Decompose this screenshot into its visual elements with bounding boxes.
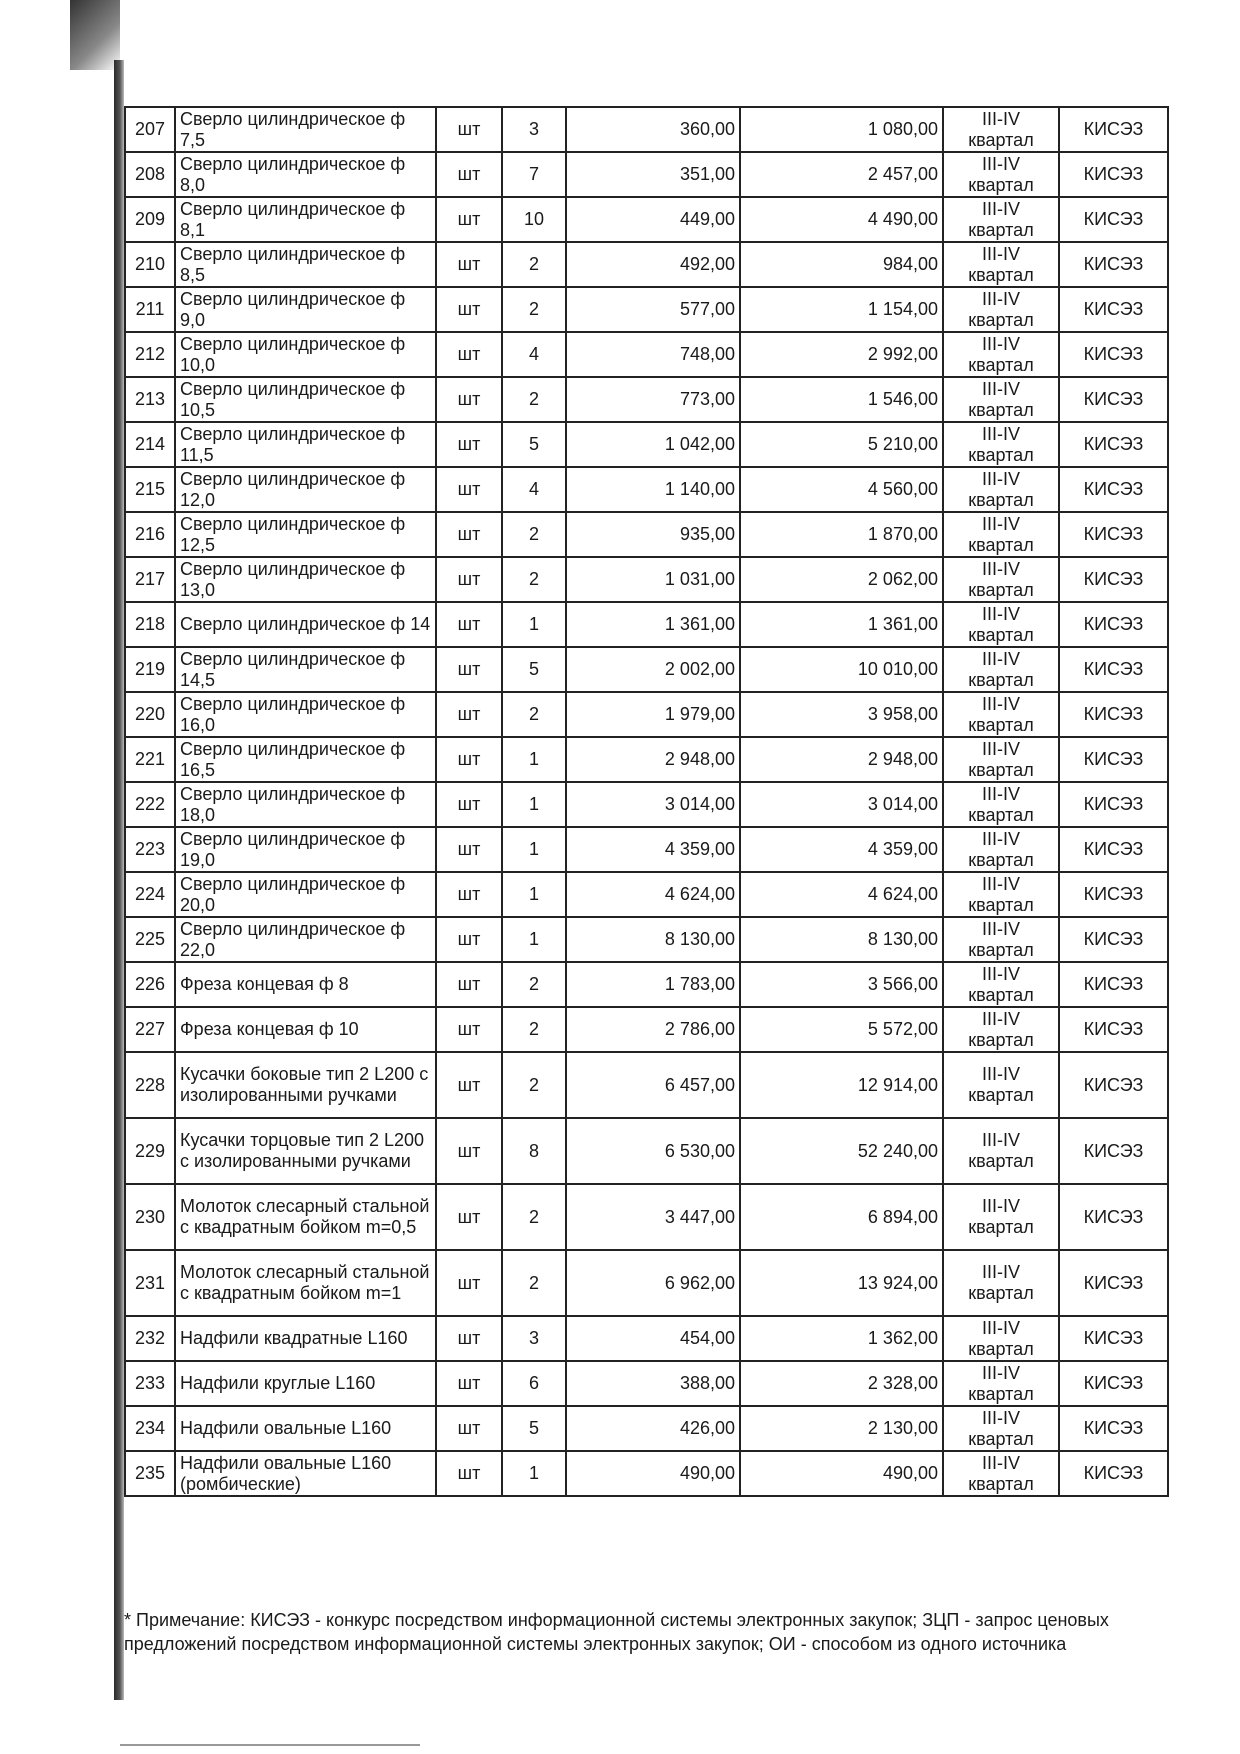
table-row: [125, 467, 1168, 512]
cell-quantity: 1: [502, 602, 566, 647]
cell-delivery-period: III-IV квартал: [943, 197, 1059, 242]
cell-item-name: Надфили овальные L160: [175, 1406, 436, 1451]
footnote: * Примечание: КИСЭЗ - конкурс посредством информационной системы электронных закупок; ЗЦП - запрос ценовых предложений посредством информационной системы электронных закупок; ОИ - способом из одного источника: [124, 1610, 1109, 1654]
cell-total-amount: 3 958,00: [740, 692, 943, 737]
cell-row-number: 211: [125, 287, 175, 332]
cell-delivery-period: III-IV квартал: [943, 377, 1059, 422]
cell-row-number: 207: [125, 107, 175, 152]
table-row: [125, 917, 1168, 962]
cell-row-number: 214: [125, 422, 175, 467]
cell-unit: шт: [436, 107, 502, 152]
cell-unit: шт: [436, 962, 502, 1007]
cell-item-name: Надфили квадратные L160: [175, 1316, 436, 1361]
cell-delivery-period: III-IV квартал: [943, 1361, 1059, 1406]
cell-row-number: 219: [125, 647, 175, 692]
cell-total-amount: 490,00: [740, 1451, 943, 1496]
cell-total-amount: 8 130,00: [740, 917, 943, 962]
cell-quantity: 2: [502, 377, 566, 422]
cell-procurement-method: КИСЭЗ: [1059, 962, 1168, 1007]
cell-total-amount: 12 914,00: [740, 1052, 943, 1118]
cell-row-number: 208: [125, 152, 175, 197]
table-row: [125, 602, 1168, 647]
cell-unit-price: 6 457,00: [566, 1052, 740, 1118]
cell-row-number: 235: [125, 1451, 175, 1496]
cell-unit: шт: [436, 602, 502, 647]
cell-delivery-period: III-IV квартал: [943, 917, 1059, 962]
cell-procurement-method: КИСЭЗ: [1059, 1118, 1168, 1184]
cell-item-name: Сверло цилиндрическое ф 19,0: [175, 827, 436, 872]
cell-unit-price: 1 042,00: [566, 422, 740, 467]
cell-total-amount: 2 457,00: [740, 152, 943, 197]
table-row: [125, 332, 1168, 377]
table-row: [125, 197, 1168, 242]
cell-item-name: Молоток слесарный стальной с квадратным бойком m=0,5: [175, 1184, 436, 1250]
cell-unit-price: 2 786,00: [566, 1007, 740, 1052]
cell-quantity: 2: [502, 557, 566, 602]
table-row: [125, 1007, 1168, 1052]
cell-procurement-method: КИСЭЗ: [1059, 737, 1168, 782]
cell-procurement-method: КИСЭЗ: [1059, 197, 1168, 242]
cell-delivery-period: III-IV квартал: [943, 332, 1059, 377]
cell-procurement-method: КИСЭЗ: [1059, 602, 1168, 647]
cell-item-name: Сверло цилиндрическое ф 18,0: [175, 782, 436, 827]
cell-total-amount: 4 560,00: [740, 467, 943, 512]
cell-item-name: Сверло цилиндрическое ф 13,0: [175, 557, 436, 602]
cell-item-name: Сверло цилиндрическое ф 10,0: [175, 332, 436, 377]
cell-total-amount: 1 080,00: [740, 107, 943, 152]
cell-quantity: 7: [502, 152, 566, 197]
cell-procurement-method: КИСЭЗ: [1059, 422, 1168, 467]
cell-total-amount: 1 870,00: [740, 512, 943, 557]
cell-row-number: 225: [125, 917, 175, 962]
cell-row-number: 212: [125, 332, 175, 377]
cell-quantity: 2: [502, 962, 566, 1007]
cell-row-number: 227: [125, 1007, 175, 1052]
cell-item-name: Фреза концевая ф 8: [175, 962, 436, 1007]
cell-unit: шт: [436, 197, 502, 242]
cell-procurement-method: КИСЭЗ: [1059, 1316, 1168, 1361]
cell-procurement-method: КИСЭЗ: [1059, 872, 1168, 917]
cell-delivery-period: III-IV квартал: [943, 422, 1059, 467]
cell-unit: шт: [436, 1361, 502, 1406]
cell-row-number: 218: [125, 602, 175, 647]
cell-quantity: 3: [502, 107, 566, 152]
cell-unit-price: 748,00: [566, 332, 740, 377]
table-row: [125, 647, 1168, 692]
cell-procurement-method: КИСЭЗ: [1059, 512, 1168, 557]
cell-unit: шт: [436, 152, 502, 197]
table-row: [125, 557, 1168, 602]
cell-unit-price: 1 140,00: [566, 467, 740, 512]
cell-unit: шт: [436, 647, 502, 692]
cell-quantity: 2: [502, 1007, 566, 1052]
cell-quantity: 1: [502, 1451, 566, 1496]
cell-row-number: 216: [125, 512, 175, 557]
cell-total-amount: 3 014,00: [740, 782, 943, 827]
cell-delivery-period: III-IV квартал: [943, 1184, 1059, 1250]
cell-delivery-period: III-IV квартал: [943, 1052, 1059, 1118]
table-row: [125, 1406, 1168, 1451]
cell-quantity: 2: [502, 1052, 566, 1118]
cell-row-number: 228: [125, 1052, 175, 1118]
cell-delivery-period: III-IV квартал: [943, 1451, 1059, 1496]
cell-procurement-method: КИСЭЗ: [1059, 1250, 1168, 1316]
cell-quantity: 5: [502, 1406, 566, 1451]
cell-unit-price: 2 002,00: [566, 647, 740, 692]
cell-row-number: 220: [125, 692, 175, 737]
cell-procurement-method: КИСЭЗ: [1059, 107, 1168, 152]
scan-shadow-top: [70, 0, 120, 70]
cell-procurement-method: КИСЭЗ: [1059, 1007, 1168, 1052]
cell-row-number: 213: [125, 377, 175, 422]
cell-total-amount: 1 154,00: [740, 287, 943, 332]
cell-unit-price: 449,00: [566, 197, 740, 242]
cell-unit: шт: [436, 377, 502, 422]
cell-unit-price: 1 783,00: [566, 962, 740, 1007]
cell-procurement-method: КИСЭЗ: [1059, 242, 1168, 287]
table-row: [125, 377, 1168, 422]
cell-row-number: 232: [125, 1316, 175, 1361]
cell-delivery-period: III-IV квартал: [943, 1250, 1059, 1316]
cell-delivery-period: III-IV квартал: [943, 152, 1059, 197]
cell-procurement-method: КИСЭЗ: [1059, 467, 1168, 512]
cell-item-name: Сверло цилиндрическое ф 8,5: [175, 242, 436, 287]
cell-item-name: Сверло цилиндрическое ф 12,5: [175, 512, 436, 557]
cell-row-number: 221: [125, 737, 175, 782]
cell-delivery-period: III-IV квартал: [943, 1406, 1059, 1451]
cell-procurement-method: КИСЭЗ: [1059, 917, 1168, 962]
cell-total-amount: 984,00: [740, 242, 943, 287]
cell-delivery-period: III-IV квартал: [943, 467, 1059, 512]
cell-procurement-method: КИСЭЗ: [1059, 377, 1168, 422]
cell-unit-price: 577,00: [566, 287, 740, 332]
cell-unit: шт: [436, 1007, 502, 1052]
table-row: [125, 287, 1168, 332]
cell-delivery-period: III-IV квартал: [943, 692, 1059, 737]
cell-unit: шт: [436, 917, 502, 962]
cell-quantity: 1: [502, 917, 566, 962]
cell-unit-price: 2 948,00: [566, 737, 740, 782]
cell-delivery-period: III-IV квартал: [943, 1007, 1059, 1052]
cell-item-name: Сверло цилиндрическое ф 8,1: [175, 197, 436, 242]
table-row: [125, 107, 1168, 152]
cell-total-amount: 4 490,00: [740, 197, 943, 242]
cell-quantity: 2: [502, 287, 566, 332]
cell-item-name: Сверло цилиндрическое ф 8,0: [175, 152, 436, 197]
cell-item-name: Фреза концевая ф 10: [175, 1007, 436, 1052]
cell-item-name: Сверло цилиндрическое ф 22,0: [175, 917, 436, 962]
cell-unit: шт: [436, 827, 502, 872]
cell-unit: шт: [436, 872, 502, 917]
cell-item-name: Молоток слесарный стальной с квадратным бойком m=1: [175, 1250, 436, 1316]
cell-quantity: 1: [502, 872, 566, 917]
cell-unit-price: 360,00: [566, 107, 740, 152]
cell-unit-price: 490,00: [566, 1451, 740, 1496]
cell-total-amount: 2 130,00: [740, 1406, 943, 1451]
cell-unit-price: 3 014,00: [566, 782, 740, 827]
table-row: [125, 1052, 1168, 1118]
cell-quantity: 1: [502, 782, 566, 827]
table-row: [125, 242, 1168, 287]
cell-delivery-period: III-IV квартал: [943, 782, 1059, 827]
cell-quantity: 1: [502, 827, 566, 872]
table-row: [125, 1451, 1168, 1496]
cell-quantity: 1: [502, 737, 566, 782]
cell-unit: шт: [436, 422, 502, 467]
cell-quantity: 2: [502, 512, 566, 557]
cell-total-amount: 6 894,00: [740, 1184, 943, 1250]
cell-procurement-method: КИСЭЗ: [1059, 152, 1168, 197]
table-row: [125, 152, 1168, 197]
cell-row-number: 217: [125, 557, 175, 602]
cell-row-number: 231: [125, 1250, 175, 1316]
cell-unit-price: 1 031,00: [566, 557, 740, 602]
cell-delivery-period: III-IV квартал: [943, 647, 1059, 692]
cell-item-name: Сверло цилиндрическое ф 11,5: [175, 422, 436, 467]
cell-total-amount: 52 240,00: [740, 1118, 943, 1184]
cell-procurement-method: КИСЭЗ: [1059, 827, 1168, 872]
cell-item-name: Сверло цилиндрическое ф 14: [175, 602, 436, 647]
cell-total-amount: 3 566,00: [740, 962, 943, 1007]
cell-quantity: 4: [502, 332, 566, 377]
cell-item-name: Сверло цилиндрическое ф 7,5: [175, 107, 436, 152]
cell-unit-price: 773,00: [566, 377, 740, 422]
cell-delivery-period: III-IV квартал: [943, 107, 1059, 152]
table-row: [125, 827, 1168, 872]
cell-total-amount: 1 361,00: [740, 602, 943, 647]
cell-unit: шт: [436, 1451, 502, 1496]
cell-row-number: 209: [125, 197, 175, 242]
table-row: [125, 872, 1168, 917]
cell-item-name: Сверло цилиндрическое ф 16,0: [175, 692, 436, 737]
cell-row-number: 234: [125, 1406, 175, 1451]
cell-procurement-method: КИСЭЗ: [1059, 557, 1168, 602]
cell-delivery-period: III-IV квартал: [943, 1118, 1059, 1184]
procurement-table: [124, 106, 1169, 1497]
cell-delivery-period: III-IV квартал: [943, 287, 1059, 332]
cell-unit: шт: [436, 1118, 502, 1184]
cell-unit: шт: [436, 1406, 502, 1451]
cell-quantity: 2: [502, 1250, 566, 1316]
cell-quantity: 4: [502, 467, 566, 512]
cell-row-number: 226: [125, 962, 175, 1007]
table-row: [125, 1250, 1168, 1316]
cell-procurement-method: КИСЭЗ: [1059, 332, 1168, 377]
cell-unit: шт: [436, 1052, 502, 1118]
cell-unit-price: 1 979,00: [566, 692, 740, 737]
cell-unit: шт: [436, 782, 502, 827]
cell-item-name: Сверло цилиндрическое ф 12,0: [175, 467, 436, 512]
cell-procurement-method: КИСЭЗ: [1059, 692, 1168, 737]
cell-quantity: 2: [502, 692, 566, 737]
cell-delivery-period: III-IV квартал: [943, 242, 1059, 287]
cell-procurement-method: КИСЭЗ: [1059, 1406, 1168, 1451]
cell-item-name: Сверло цилиндрическое ф 10,5: [175, 377, 436, 422]
cell-procurement-method: КИСЭЗ: [1059, 1052, 1168, 1118]
cell-unit-price: 351,00: [566, 152, 740, 197]
cell-quantity: 5: [502, 422, 566, 467]
cell-procurement-method: КИСЭЗ: [1059, 782, 1168, 827]
cell-unit: шт: [436, 287, 502, 332]
cell-procurement-method: КИСЭЗ: [1059, 287, 1168, 332]
cell-unit: шт: [436, 1316, 502, 1361]
table-row: [125, 1361, 1168, 1406]
cell-procurement-method: КИСЭЗ: [1059, 1184, 1168, 1250]
table-row: [125, 512, 1168, 557]
cell-item-name: Сверло цилиндрическое ф 9,0: [175, 287, 436, 332]
table-row: [125, 782, 1168, 827]
cell-quantity: 8: [502, 1118, 566, 1184]
scan-shadow-left: [114, 60, 124, 1700]
table-row: [125, 1316, 1168, 1361]
cell-item-name: Сверло цилиндрическое ф 16,5: [175, 737, 436, 782]
cell-total-amount: 4 359,00: [740, 827, 943, 872]
cell-unit-price: 492,00: [566, 242, 740, 287]
cell-quantity: 2: [502, 1184, 566, 1250]
cell-unit: шт: [436, 692, 502, 737]
cell-unit-price: 6 962,00: [566, 1250, 740, 1316]
cell-delivery-period: III-IV квартал: [943, 602, 1059, 647]
cell-total-amount: 1 362,00: [740, 1316, 943, 1361]
cell-item-name: Сверло цилиндрическое ф 20,0: [175, 872, 436, 917]
cell-unit-price: 454,00: [566, 1316, 740, 1361]
cell-item-name: Сверло цилиндрическое ф 14,5: [175, 647, 436, 692]
cell-unit: шт: [436, 332, 502, 377]
cell-unit-price: 4 624,00: [566, 872, 740, 917]
cell-delivery-period: III-IV квартал: [943, 1316, 1059, 1361]
cell-quantity: 6: [502, 1361, 566, 1406]
cell-delivery-period: III-IV квартал: [943, 872, 1059, 917]
cell-unit-price: 6 530,00: [566, 1118, 740, 1184]
cell-unit: шт: [436, 467, 502, 512]
cell-unit: шт: [436, 1250, 502, 1316]
cell-procurement-method: КИСЭЗ: [1059, 1361, 1168, 1406]
cell-total-amount: 5 572,00: [740, 1007, 943, 1052]
cell-row-number: 233: [125, 1361, 175, 1406]
cell-item-name: Кусачки боковые тип 2 L200 с изолированными ручками: [175, 1052, 436, 1118]
table-body: [125, 107, 1168, 1496]
cell-unit: шт: [436, 557, 502, 602]
cell-total-amount: 1 546,00: [740, 377, 943, 422]
cell-row-number: 230: [125, 1184, 175, 1250]
cell-total-amount: 5 210,00: [740, 422, 943, 467]
cell-unit: шт: [436, 512, 502, 557]
cell-total-amount: 10 010,00: [740, 647, 943, 692]
cell-unit-price: 388,00: [566, 1361, 740, 1406]
cell-item-name: Надфили круглые L160: [175, 1361, 436, 1406]
table-row: [125, 422, 1168, 467]
cell-delivery-period: III-IV квартал: [943, 827, 1059, 872]
cell-unit-price: 1 361,00: [566, 602, 740, 647]
cell-unit-price: 8 130,00: [566, 917, 740, 962]
table-row: [125, 1184, 1168, 1250]
cell-delivery-period: III-IV квартал: [943, 962, 1059, 1007]
cell-total-amount: 2 062,00: [740, 557, 943, 602]
cell-unit-price: 3 447,00: [566, 1184, 740, 1250]
cell-total-amount: 13 924,00: [740, 1250, 943, 1316]
cell-procurement-method: КИСЭЗ: [1059, 647, 1168, 692]
cell-unit-price: 4 359,00: [566, 827, 740, 872]
table-row: [125, 1118, 1168, 1184]
cell-unit: шт: [436, 1184, 502, 1250]
cell-unit: шт: [436, 737, 502, 782]
cell-quantity: 10: [502, 197, 566, 242]
cell-total-amount: 2 328,00: [740, 1361, 943, 1406]
cell-total-amount: 4 624,00: [740, 872, 943, 917]
cell-quantity: 3: [502, 1316, 566, 1361]
cell-row-number: 229: [125, 1118, 175, 1184]
scan-shadow-bottom: [120, 1744, 420, 1746]
table-row: [125, 692, 1168, 737]
cell-procurement-method: КИСЭЗ: [1059, 1451, 1168, 1496]
table-row: [125, 962, 1168, 1007]
cell-unit: шт: [436, 242, 502, 287]
cell-row-number: 224: [125, 872, 175, 917]
cell-total-amount: 2 948,00: [740, 737, 943, 782]
cell-row-number: 223: [125, 827, 175, 872]
cell-delivery-period: III-IV квартал: [943, 737, 1059, 782]
cell-delivery-period: III-IV квартал: [943, 512, 1059, 557]
cell-item-name: Кусачки торцовые тип 2 L200 с изолированными ручками: [175, 1118, 436, 1184]
cell-unit-price: 935,00: [566, 512, 740, 557]
cell-item-name: Надфили овальные L160 (ромбические): [175, 1451, 436, 1496]
cell-quantity: 5: [502, 647, 566, 692]
cell-row-number: 210: [125, 242, 175, 287]
cell-row-number: 215: [125, 467, 175, 512]
cell-unit-price: 426,00: [566, 1406, 740, 1451]
cell-quantity: 2: [502, 242, 566, 287]
cell-delivery-period: III-IV квартал: [943, 557, 1059, 602]
cell-row-number: 222: [125, 782, 175, 827]
table-row: [125, 737, 1168, 782]
cell-total-amount: 2 992,00: [740, 332, 943, 377]
